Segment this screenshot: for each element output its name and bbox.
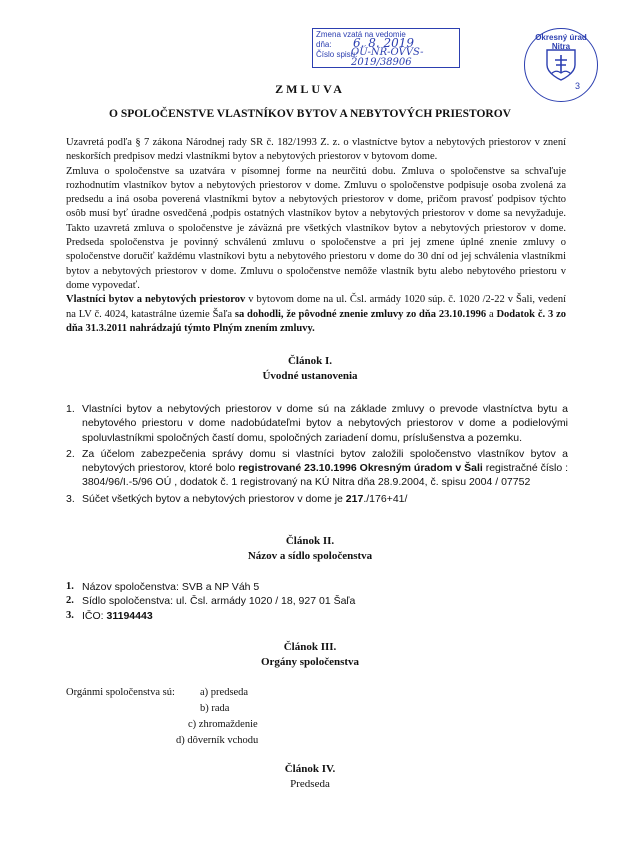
registration-stamp bbox=[312, 28, 460, 68]
seal-number: 3 bbox=[575, 81, 581, 91]
article-3-heading bbox=[0, 640, 620, 670]
coat-of-arms-icon bbox=[543, 47, 579, 83]
association-name: SVB a NP Váh 5 bbox=[181, 581, 260, 593]
organ-item: d) dôverník vchodu bbox=[176, 735, 259, 746]
stamp-date-label: dňa: bbox=[316, 40, 332, 49]
list-item bbox=[66, 402, 568, 445]
intro-paragraph-2: Zmluva o spoločenstve sa uzatvára v písomnej forme na neurčitú dobu. Zmluva o spoločenstve sa schvaľuje rozhodnutím vlastníkov bytov a nebytových priestorov v dome. Zmluvu o spoločenstve podpisuje osoba zvolená za predsedu a iná osoba poverená vlastníkmi bytov a nebytových priestorov v dome, pričom pravosť podpisov týchto osôb musí byť úradne osvedčená ,podpis ostatných vlastníkov bytov a nebytových priestorov v dome sa nevyžaduje. Takto uzavretá zmluva o spoločenstve je záväzná pre všetkých vlastníkov bytov a nebytových priestorov v dome. Predseda spoločenstva je povinný schválenú zmluvu o spoločenstve a pri jej zmene úplné znenie zmluvy o spoločenstve doručiť každému vlastníkovi bytu a nebytového priestoru v dome do 30 dní od jej schválenia vlastníkmi bytov a nebytových priestorov v dome. Zmluvu o spoločenstve nemôže vlastník bytu alebo nebytového priestoru v dome vypovedať. bbox=[66, 165, 566, 291]
list-item-text: Za účelom zabezpečenia správy domu si vlastníci bytov založili spoločenstvo vlastníkov bytov a nebytových priestorov, ktoré bolo bbox=[82, 447, 568, 475]
list-item-label: Názov spoločenstva: bbox=[82, 581, 182, 593]
list-item-label: Sídlo spoločenstva: bbox=[82, 595, 176, 608]
article-1-title: Článok I. bbox=[287, 355, 333, 367]
document-title: ZMLUVA bbox=[275, 82, 345, 96]
intro-p3-and: a bbox=[486, 308, 497, 320]
list-item-number: 3. bbox=[66, 609, 74, 621]
intro-p3-amendment: Dodatok č. 3 zo dňa 31.3.2011 nahrádzajú týmto Plným znením zmluvy. bbox=[66, 308, 566, 334]
stamp-file-handwritten: OÚ-NR-OVVS-2019/38906 bbox=[351, 47, 424, 68]
article-2-title: Článok II. bbox=[285, 535, 335, 547]
intro-p3-address: v bytovom dome na ul. Čsl. armády 1020 súp. č. 1020 /2-22 v Šali, vedení na LV č. 4024, katastrálne územie Šaľa bbox=[66, 294, 566, 320]
intro-paragraph-3 bbox=[66, 293, 566, 336]
association-ico: 31194443 bbox=[106, 609, 153, 622]
article-4-heading bbox=[0, 762, 620, 792]
list-item bbox=[66, 492, 568, 506]
list-item-text: Vlastníci bytov a nebytových priestorov v dome sú na základe zmluvy o prevode vlastníctva bytu a nebytového priestoru v dome nadobúdateľmi bytov a nebytových priestorov v dome a podielovými spoluvlastníkmi spoločných častí domu, spoločných zariadení domu, príslušenstva a pozemku. bbox=[82, 403, 568, 444]
article-1-heading bbox=[0, 354, 620, 384]
article-2-heading bbox=[0, 534, 620, 564]
stamp-date-handwritten: 6. 8. 2019 bbox=[353, 36, 415, 50]
list-item-number: 2. bbox=[66, 447, 75, 460]
list-item bbox=[66, 594, 568, 608]
article-3-subtitle: Orgány spoločenstva bbox=[260, 656, 360, 668]
list-item-text-rest: registračné číslo : 3804/96/I.-5/96 OÚ , dodatok č. 1 registrovaný na KÚ Nitra dňa 28.9.2004, č. spisu 2004 / 07752 bbox=[82, 462, 569, 489]
article-2-list bbox=[66, 580, 568, 623]
organ-item: c) zhromaždenie bbox=[188, 719, 258, 730]
units-breakdown: ./176+41/ bbox=[363, 492, 408, 505]
article-3-title: Článok III. bbox=[283, 641, 337, 653]
list-item-number: 3. bbox=[66, 492, 75, 505]
registration-text: registrované 23.10.1996 Okresným úradom v Šali bbox=[238, 462, 483, 475]
article-2-subtitle: Názov a sídlo spoločenstva bbox=[247, 550, 373, 562]
article-1-subtitle: Úvodné ustanovenia bbox=[262, 370, 358, 382]
intro-p3-agreed: sa dohodli, že pôvodné znenie zmluvy zo dňa 23.10.1996 bbox=[234, 308, 487, 320]
list-item bbox=[66, 580, 568, 594]
document-subtitle: O SPOLOČENSTVE VLASTNÍKOV BYTOV A NEBYTOVÝCH PRIESTOROV bbox=[109, 108, 511, 120]
article-4-subtitle: Predseda bbox=[290, 778, 330, 790]
association-address: ul. Čsl. armády 1020 / 18, 927 01 Šaľa bbox=[175, 595, 356, 608]
list-item bbox=[66, 447, 568, 490]
intro-paragraph-1: Uzavretá podľa § 7 zákona Národnej rady SR č. 182/1993 Z. z. o vlastníctve bytov a nebytových priestorov v znení neskorších predpisov medzi vlastníkmi bytov a nebytových priestorov v bytovom dome. bbox=[66, 137, 566, 163]
article-1-list bbox=[66, 402, 568, 508]
article-4-title: Článok IV. bbox=[284, 763, 336, 775]
list-item-number: 1. bbox=[66, 581, 74, 592]
stamp-line1: Zmena vzatá na vedomie bbox=[316, 30, 406, 39]
seal-text: Okresný úrad Nitra bbox=[535, 33, 587, 51]
stamp-file-label: Číslo spisu: bbox=[316, 50, 358, 59]
organs-label: Orgánmi spoločenstva sú: bbox=[66, 687, 175, 698]
organ-item: a) predseda bbox=[200, 687, 249, 698]
list-item-number: 1. bbox=[66, 403, 75, 415]
list-item-text: Súčet všetkých bytov a nebytových priestorov v dome je bbox=[82, 492, 346, 505]
list-item bbox=[66, 609, 568, 623]
list-item-label: IČO: bbox=[82, 609, 107, 622]
intro-text bbox=[66, 136, 566, 336]
intro-p3-owners: Vlastníci bytov a nebytových priestorov bbox=[66, 294, 246, 306]
organ-item: b) rada bbox=[200, 703, 230, 714]
units-total: 217 bbox=[345, 492, 364, 505]
list-item-number: 2. bbox=[66, 595, 74, 607]
